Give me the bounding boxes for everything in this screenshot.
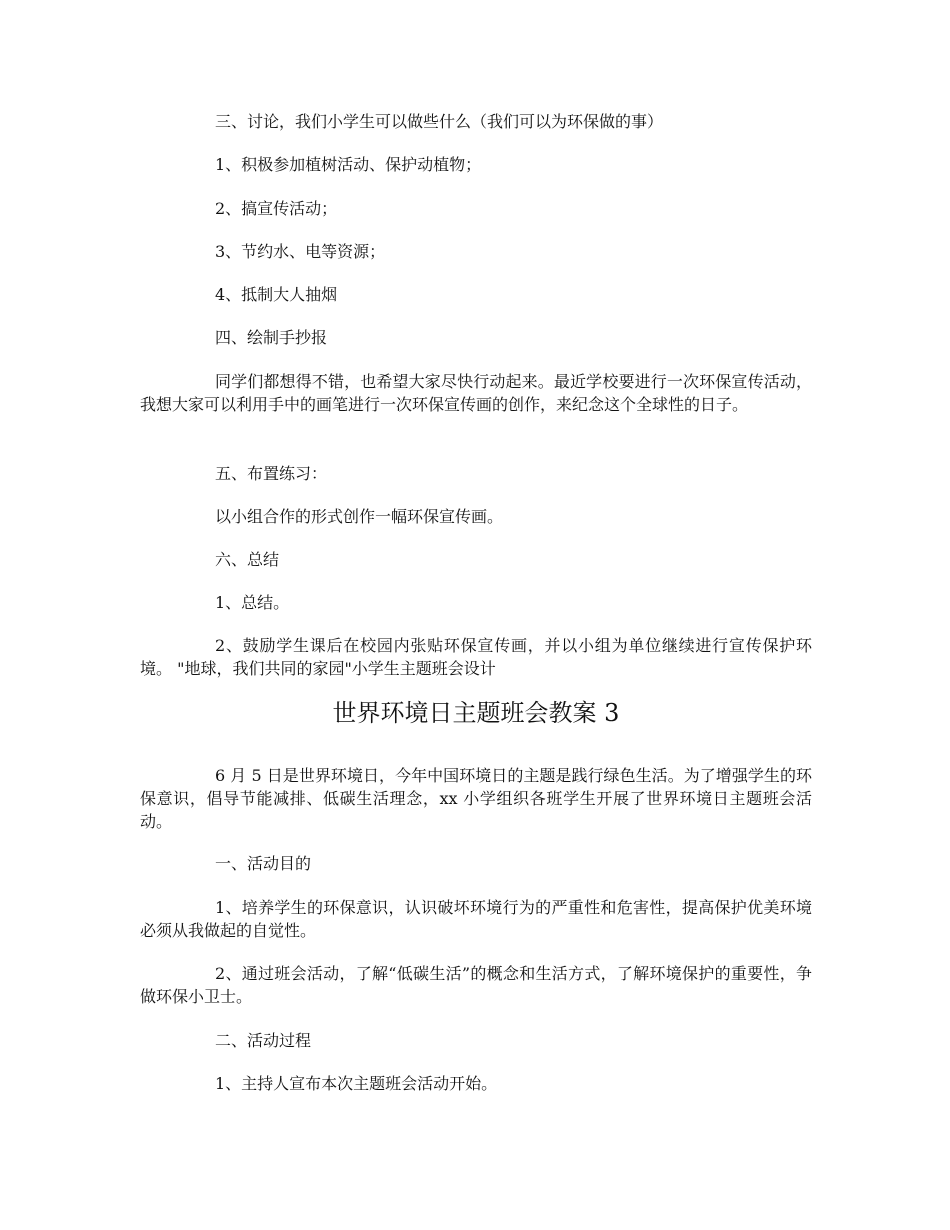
paragraph-process-item-1: 1、主持人宣布本次主题班会活动开始。 — [215, 1074, 498, 1093]
paragraph-discussion-heading: 三、讨论，我们小学生可以做些什么（我们可以为环保做的事） — [215, 112, 664, 131]
paragraph-item-1: 1、积极参加植树活动、保护动植物； — [215, 155, 482, 174]
paragraph-poster-heading: 四、绘制手抄报 — [215, 328, 328, 347]
paragraph-item-2: 2、搞宣传活动； — [215, 199, 338, 218]
paragraph-process-heading: 二、活动过程 — [215, 1031, 312, 1050]
paragraph-purpose-item-1: 1、培养学生的环保意识，认识破坏环境行为的严重性和危害性，提高保护优美环境必须从我做起的自觉性。 — [140, 898, 812, 940]
document-title: 世界环境日主题班会教案 3 — [332, 699, 620, 727]
paragraph-summary-item-1: 1、总结。 — [215, 593, 290, 612]
paragraph-exercise-body: 以小组合作的形式创作一幅环保宣传画。 — [215, 507, 504, 526]
paragraph-purpose-item-2: 2、通过班会活动，了解“低碳生活”的概念和生活方式，了解环境保护的重要性，争做环保小卫士。 — [140, 964, 812, 1006]
paragraph-poster-body: 同学们都想得不错，也希望大家尽快行动起来。最近学校要进行一次环保宣传活动，我想大家可以利用手中的画笔进行一次环保宣传画的创作，来纪念这个全球性的日子。 — [140, 372, 812, 414]
paragraph-summary-heading: 六、总结 — [215, 550, 280, 569]
paragraph-intro: 6 月 5 日是世界环境日，今年中国环境日的主题是践行绿色生活。为了增强学生的环保意识，倡导节能减排、低碳生活理念，xx 小学组织各班学生开展了世界环境日主题班会活动。 — [140, 766, 812, 831]
paragraph-item-4: 4、抵制大人抽烟 — [215, 285, 338, 304]
paragraph-exercise-heading: 五、布置练习： — [215, 464, 328, 483]
paragraph-item-3: 3、节约水、电等资源； — [215, 242, 386, 261]
paragraph-purpose-heading: 一、活动目的 — [215, 854, 312, 873]
paragraph-summary-item-2: 2、鼓励学生课后在校园内张贴环保宣传画，并以小组为单位继续进行宣传保护环境。 "地球，我们共同的家园"小学生主题班会设计 — [140, 636, 812, 678]
